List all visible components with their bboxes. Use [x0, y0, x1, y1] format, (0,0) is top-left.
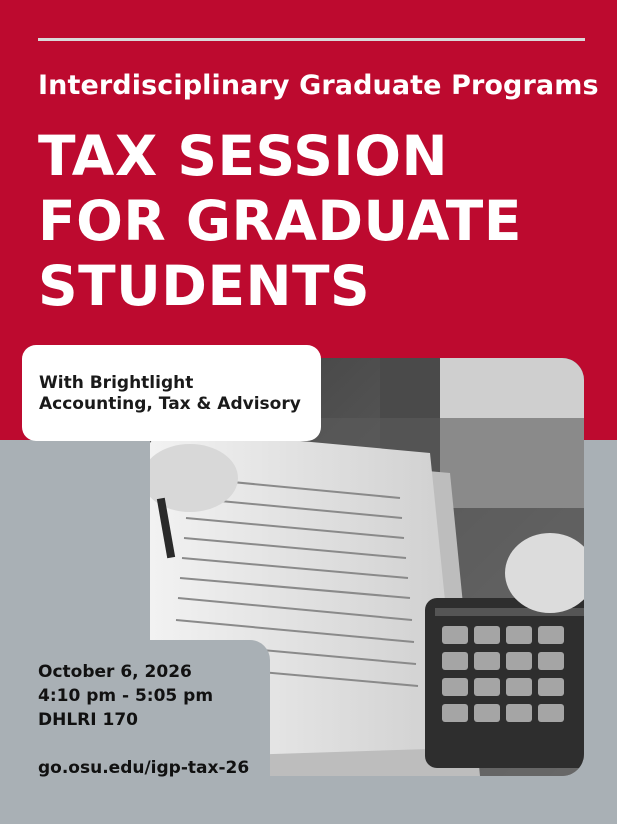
- event-location: DHLRI 170: [38, 710, 138, 730]
- title-line-1: TAX SESSION: [38, 124, 449, 188]
- title-line-3: STUDENTS: [38, 254, 371, 318]
- presenter-line-2: Accounting, Tax & Advisory: [39, 394, 301, 414]
- event-title: [38, 124, 598, 319]
- event-date: October 6, 2026: [38, 662, 192, 682]
- event-time: 4:10 pm - 5:05 pm: [38, 686, 214, 706]
- presenter-card: [22, 345, 321, 441]
- presenter-line-1: With Brightlight: [39, 373, 194, 393]
- program-name: Interdisciplinary Graduate Programs: [38, 70, 599, 101]
- event-url[interactable]: go.osu.edu/igp-tax-26: [38, 758, 250, 778]
- top-divider: [38, 38, 585, 41]
- title-line-2: FOR GRADUATE: [38, 189, 522, 253]
